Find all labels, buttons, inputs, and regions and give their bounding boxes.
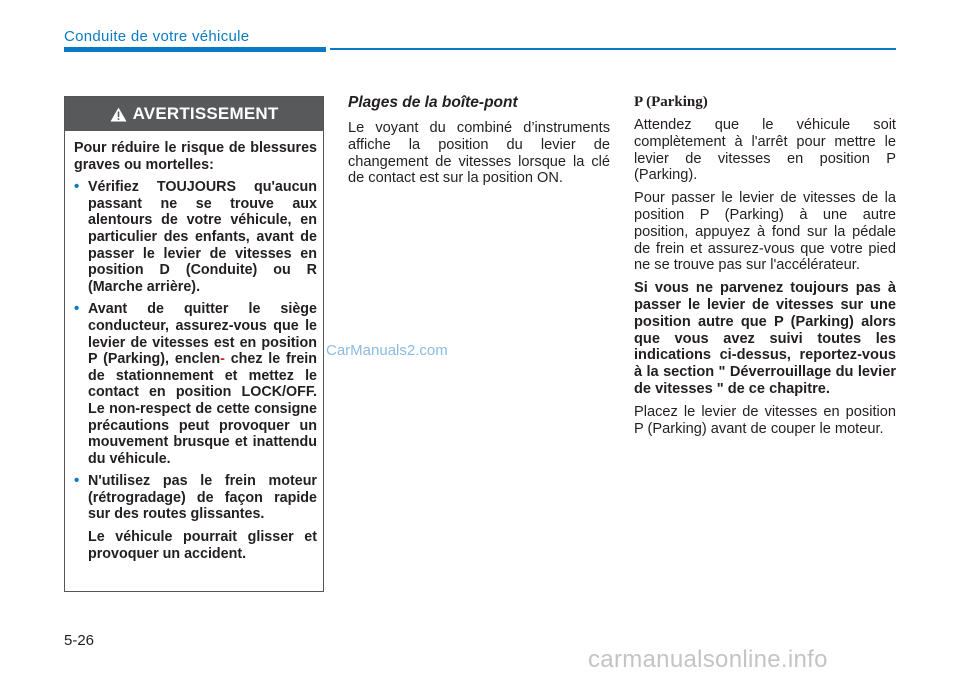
warning-bullet: • Avant de quitter le siège conducteur, assurez-vous que le levier de vitesses est en position P (Parking), enclen- chez le frein de stationnement et mettez le contact en position LOCK/OFF. Le non-respect de cette consigne précautions peut provoquer un mouvement brusque et inattendu du véhicule. [74, 300, 317, 467]
bullet-dot-icon: • [74, 472, 80, 490]
section-title: Plages de la boîte-pont [348, 94, 518, 111]
watermark-text: CarManuals2.com [326, 342, 448, 359]
warning-intro: Pour réduire le risque de blessures graves ou mortelles: [74, 140, 317, 173]
right-column [634, 94, 896, 443]
warning-body [65, 131, 323, 562]
body-paragraph: Attendez que le véhicule soit complètement à l'arrêt pour mettre le levier de vitesses en position P (Parking). [634, 117, 896, 184]
bullet-dot-icon: • [74, 178, 80, 196]
hyphen-mark: - [220, 351, 225, 368]
section-header-title: Conduite de votre véhicule [64, 28, 250, 45]
warning-heading: AVERTISSEMENT [132, 104, 279, 123]
warning-bullet-continuation: Le véhicule pourrait glisser et provoquer un accident. [88, 529, 317, 562]
warning-bullet: • N'utilisez pas le frein moteur (rétrogradage) de façon rapide sur des routes glissantes. [74, 472, 317, 523]
subsection-title: P (Parking) [634, 94, 708, 110]
header-rule-thick [64, 47, 326, 52]
body-paragraph: Placez le levier de vitesses en position P (Parking) avant de couper le moteur. [634, 403, 896, 437]
warning-header [65, 97, 323, 131]
middle-column [348, 94, 610, 193]
bullet-dot-icon: • [74, 300, 80, 318]
warning-bullet: • Vérifiez TOUJOURS qu'aucun passant ne se trouve aux alentours de votre véhicule, en particulier des enfants, avant de passer le levier de vitesses en position D (Conduite) ou R (Marche arrière). [74, 178, 317, 295]
body-paragraph: Le voyant du combiné d’instruments affiche la position du levier de changement de vitesses lorsque la clé de contact est sur la position ON. [348, 120, 610, 187]
footer-watermark: carmanualsonline.info [588, 646, 828, 673]
body-paragraph: Pour passer le levier de vitesses de la position P (Parking) à une autre position, appuyez à fond sur la pédale de frein et assurez-vous que votre pied ne se trouve pas sur l'accélérateur. [634, 190, 896, 274]
header-rule-thin [330, 48, 896, 50]
warning-box [64, 96, 324, 592]
page-number: 5-26 [64, 632, 95, 649]
warning-triangle-icon [110, 107, 127, 122]
bold-paragraph: Si vous ne parvenez toujours pas à passer le levier de vitesses sur une position autre que P (Parking) alors que vous avez suivi toutes les indications ci-dessus, reportez-vous à la section " Déverrouillage du levier de vitesses " de ce chapitre. [634, 280, 896, 397]
